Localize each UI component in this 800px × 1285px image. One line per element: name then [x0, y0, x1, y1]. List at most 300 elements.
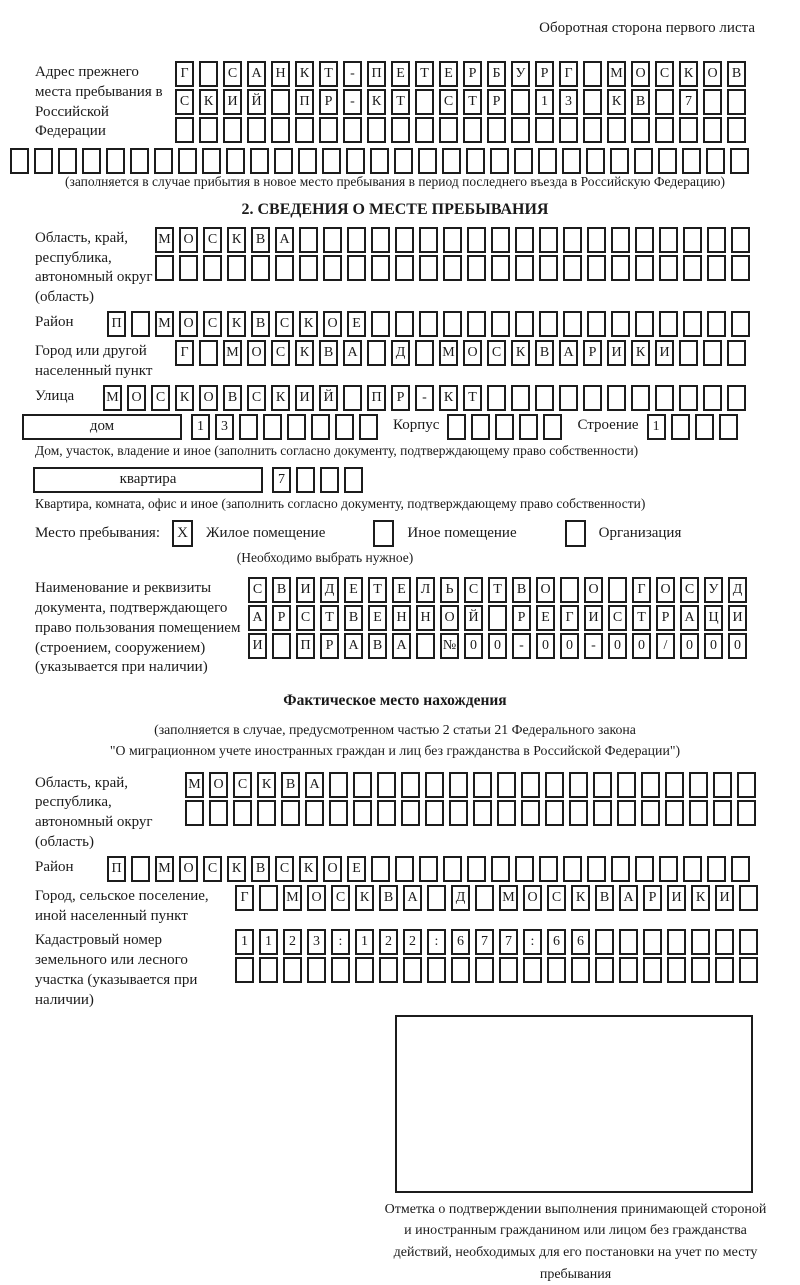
form-cell[interactable]	[495, 414, 514, 440]
form-cell[interactable]: Т	[415, 61, 434, 87]
form-cell[interactable]: 0	[536, 633, 555, 659]
form-cell[interactable]	[131, 311, 150, 337]
form-cell[interactable]	[331, 957, 350, 983]
form-cell[interactable]: С	[680, 577, 699, 603]
form-cell[interactable]: Н	[392, 605, 411, 631]
form-cell[interactable]	[659, 311, 678, 337]
form-cell[interactable]: С	[233, 772, 252, 798]
form-cell[interactable]: С	[151, 385, 170, 411]
form-cell[interactable]	[106, 148, 125, 174]
form-cell[interactable]: К	[679, 61, 698, 87]
form-cell[interactable]	[226, 148, 245, 174]
form-cell[interactable]	[439, 117, 458, 143]
form-cell[interactable]	[739, 929, 758, 955]
form-cell[interactable]	[737, 800, 756, 826]
form-cell[interactable]: И	[295, 385, 314, 411]
form-cell[interactable]: 0	[560, 633, 579, 659]
form-cell[interactable]: А	[403, 885, 422, 911]
form-cell[interactable]: С	[608, 605, 627, 631]
form-cell[interactable]	[611, 311, 630, 337]
form-cell[interactable]	[519, 414, 538, 440]
form-cell[interactable]: А	[680, 605, 699, 631]
form-cell[interactable]: Р	[535, 61, 554, 87]
form-cell[interactable]	[683, 227, 702, 253]
form-cell[interactable]	[617, 772, 636, 798]
form-cell[interactable]	[679, 117, 698, 143]
form-cell[interactable]	[560, 577, 579, 603]
form-cell[interactable]: Г	[560, 605, 579, 631]
form-cell[interactable]	[521, 772, 540, 798]
form-cell[interactable]	[667, 929, 686, 955]
form-cell[interactable]	[539, 227, 558, 253]
form-cell[interactable]	[199, 117, 218, 143]
form-cell[interactable]	[497, 772, 516, 798]
form-cell[interactable]	[617, 800, 636, 826]
form-cell[interactable]	[427, 885, 446, 911]
form-cell[interactable]: 3	[215, 414, 234, 440]
form-cell[interactable]: К	[271, 385, 290, 411]
form-cell[interactable]	[671, 414, 690, 440]
form-cell[interactable]	[307, 957, 326, 983]
form-cell[interactable]: А	[275, 227, 294, 253]
form-cell[interactable]: В	[595, 885, 614, 911]
form-cell[interactable]	[199, 340, 218, 366]
form-cell[interactable]	[367, 340, 386, 366]
form-cell[interactable]: С	[331, 885, 350, 911]
form-cell[interactable]	[178, 148, 197, 174]
form-cell[interactable]: К	[607, 89, 626, 115]
form-cell[interactable]	[569, 800, 588, 826]
form-cell[interactable]	[619, 929, 638, 955]
form-cell[interactable]: С	[203, 227, 222, 253]
form-cell[interactable]	[371, 311, 390, 337]
form-cell[interactable]	[583, 89, 602, 115]
form-cell[interactable]	[689, 800, 708, 826]
form-cell[interactable]	[82, 148, 101, 174]
form-cell[interactable]: :	[331, 929, 350, 955]
form-cell[interactable]: В	[272, 577, 291, 603]
form-cell[interactable]: М	[155, 227, 174, 253]
form-cell[interactable]: А	[619, 885, 638, 911]
form-cell[interactable]	[442, 148, 461, 174]
form-cell[interactable]	[515, 311, 534, 337]
form-cell[interactable]	[473, 800, 492, 826]
form-cell[interactable]	[466, 148, 485, 174]
form-cell[interactable]	[610, 148, 629, 174]
form-cell[interactable]	[415, 340, 434, 366]
form-cell[interactable]: Г	[175, 340, 194, 366]
form-cell[interactable]	[547, 957, 566, 983]
form-cell[interactable]: К	[199, 89, 218, 115]
form-cell[interactable]	[58, 148, 77, 174]
form-cell[interactable]: О	[179, 311, 198, 337]
form-cell[interactable]	[683, 255, 702, 281]
form-cell[interactable]	[449, 772, 468, 798]
form-cell[interactable]	[371, 856, 390, 882]
form-cell[interactable]: Т	[632, 605, 651, 631]
form-cell[interactable]: 7	[499, 929, 518, 955]
form-cell[interactable]	[703, 117, 722, 143]
form-cell[interactable]: Р	[320, 633, 339, 659]
form-cell[interactable]: 0	[704, 633, 723, 659]
form-cell[interactable]	[419, 227, 438, 253]
form-cell[interactable]: В	[379, 885, 398, 911]
form-cell[interactable]	[353, 772, 372, 798]
form-cell[interactable]	[347, 227, 366, 253]
form-cell[interactable]: Б	[487, 61, 506, 87]
form-cell[interactable]: П	[367, 385, 386, 411]
form-cell[interactable]	[563, 311, 582, 337]
form-cell[interactable]	[467, 311, 486, 337]
form-cell[interactable]	[295, 117, 314, 143]
form-cell[interactable]	[377, 800, 396, 826]
form-cell[interactable]	[418, 148, 437, 174]
form-cell[interactable]	[643, 929, 662, 955]
form-cell[interactable]: В	[344, 605, 363, 631]
form-cell[interactable]: П	[296, 633, 315, 659]
form-cell[interactable]: :	[427, 929, 446, 955]
form-cell[interactable]	[329, 800, 348, 826]
form-cell[interactable]	[538, 148, 557, 174]
form-cell[interactable]	[593, 772, 612, 798]
form-cell[interactable]	[272, 633, 291, 659]
other-premise-checkbox[interactable]	[373, 520, 394, 547]
form-cell[interactable]	[727, 117, 746, 143]
form-cell[interactable]	[563, 856, 582, 882]
form-cell[interactable]	[185, 800, 204, 826]
organization-checkbox[interactable]	[565, 520, 586, 547]
form-cell[interactable]	[320, 467, 339, 493]
form-cell[interactable]: О	[536, 577, 555, 603]
form-cell[interactable]	[737, 772, 756, 798]
form-cell[interactable]: -	[343, 89, 362, 115]
form-cell[interactable]	[715, 957, 734, 983]
form-cell[interactable]: А	[344, 633, 363, 659]
form-cell[interactable]: И	[667, 885, 686, 911]
form-cell[interactable]: 6	[451, 929, 470, 955]
form-cell[interactable]	[395, 311, 414, 337]
form-cell[interactable]	[719, 414, 738, 440]
form-cell[interactable]	[635, 227, 654, 253]
form-cell[interactable]: Г	[175, 61, 194, 87]
form-cell[interactable]	[514, 148, 533, 174]
form-cell[interactable]: Р	[463, 61, 482, 87]
form-cell[interactable]	[395, 255, 414, 281]
form-cell[interactable]	[443, 311, 462, 337]
form-cell[interactable]	[658, 148, 677, 174]
form-cell[interactable]: С	[296, 605, 315, 631]
form-cell[interactable]	[543, 414, 562, 440]
form-cell[interactable]	[353, 800, 372, 826]
form-cell[interactable]	[179, 255, 198, 281]
form-cell[interactable]: В	[251, 227, 270, 253]
form-cell[interactable]: В	[368, 633, 387, 659]
form-cell[interactable]: 1	[355, 929, 374, 955]
form-cell[interactable]: К	[257, 772, 276, 798]
form-cell[interactable]	[511, 89, 530, 115]
form-cell[interactable]	[447, 414, 466, 440]
form-cell[interactable]	[416, 633, 435, 659]
form-cell[interactable]: М	[155, 311, 174, 337]
form-cell[interactable]	[377, 772, 396, 798]
form-cell[interactable]: Р	[391, 385, 410, 411]
form-cell[interactable]: П	[295, 89, 314, 115]
form-cell[interactable]: 1	[259, 929, 278, 955]
form-cell[interactable]	[587, 255, 606, 281]
form-cell[interactable]	[641, 800, 660, 826]
form-cell[interactable]: К	[227, 311, 246, 337]
form-cell[interactable]	[703, 385, 722, 411]
form-cell[interactable]	[635, 255, 654, 281]
form-cell[interactable]: 1	[647, 414, 666, 440]
form-cell[interactable]	[359, 414, 378, 440]
form-cell[interactable]	[490, 148, 509, 174]
form-cell[interactable]	[271, 117, 290, 143]
form-cell[interactable]	[611, 227, 630, 253]
form-cell[interactable]: Е	[439, 61, 458, 87]
form-cell[interactable]: С	[247, 385, 266, 411]
form-cell[interactable]	[539, 255, 558, 281]
form-cell[interactable]: Е	[536, 605, 555, 631]
form-cell[interactable]	[471, 414, 490, 440]
form-cell[interactable]	[311, 414, 330, 440]
form-cell[interactable]: К	[227, 227, 246, 253]
form-cell[interactable]	[296, 467, 315, 493]
form-cell[interactable]: 0	[728, 633, 747, 659]
form-cell[interactable]: К	[175, 385, 194, 411]
form-cell[interactable]	[202, 148, 221, 174]
form-cell[interactable]: Д	[728, 577, 747, 603]
form-cell[interactable]	[488, 605, 507, 631]
form-cell[interactable]	[715, 929, 734, 955]
form-cell[interactable]	[587, 311, 606, 337]
form-cell[interactable]: А	[247, 61, 266, 87]
form-cell[interactable]: К	[511, 340, 530, 366]
form-cell[interactable]: П	[107, 311, 126, 337]
form-cell[interactable]	[539, 311, 558, 337]
form-cell[interactable]	[727, 340, 746, 366]
form-cell[interactable]: Е	[391, 61, 410, 87]
form-cell[interactable]	[10, 148, 29, 174]
form-cell[interactable]	[391, 117, 410, 143]
form-cell[interactable]	[343, 385, 362, 411]
form-cell[interactable]: Е	[344, 577, 363, 603]
form-cell[interactable]	[235, 957, 254, 983]
form-cell[interactable]	[521, 800, 540, 826]
form-cell[interactable]	[263, 414, 282, 440]
form-cell[interactable]: Е	[368, 605, 387, 631]
form-cell[interactable]	[679, 340, 698, 366]
form-cell[interactable]	[239, 414, 258, 440]
form-cell[interactable]	[499, 957, 518, 983]
form-cell[interactable]	[619, 957, 638, 983]
form-cell[interactable]: Т	[463, 385, 482, 411]
form-cell[interactable]: -	[415, 385, 434, 411]
form-cell[interactable]	[727, 385, 746, 411]
form-cell[interactable]: А	[305, 772, 324, 798]
form-cell[interactable]: Е	[347, 856, 366, 882]
form-cell[interactable]	[281, 800, 300, 826]
form-cell[interactable]	[731, 227, 750, 253]
form-cell[interactable]	[731, 311, 750, 337]
form-cell[interactable]: 0	[632, 633, 651, 659]
form-cell[interactable]	[419, 255, 438, 281]
form-cell[interactable]: С	[464, 577, 483, 603]
residential-checkbox[interactable]: X	[172, 520, 193, 547]
form-cell[interactable]: К	[631, 340, 650, 366]
form-cell[interactable]: А	[392, 633, 411, 659]
form-cell[interactable]	[641, 772, 660, 798]
form-cell[interactable]	[707, 311, 726, 337]
form-cell[interactable]	[227, 255, 246, 281]
form-cell[interactable]: Д	[320, 577, 339, 603]
form-cell[interactable]	[535, 117, 554, 143]
form-cell[interactable]	[203, 255, 222, 281]
form-cell[interactable]: М	[283, 885, 302, 911]
form-cell[interactable]	[355, 957, 374, 983]
form-cell[interactable]	[665, 800, 684, 826]
form-cell[interactable]	[511, 385, 530, 411]
form-cell[interactable]: О	[584, 577, 603, 603]
form-cell[interactable]	[401, 772, 420, 798]
form-cell[interactable]	[559, 385, 578, 411]
form-cell[interactable]: М	[185, 772, 204, 798]
form-cell[interactable]	[415, 89, 434, 115]
form-cell[interactable]: /	[656, 633, 675, 659]
form-cell[interactable]: И	[296, 577, 315, 603]
form-cell[interactable]: К	[295, 61, 314, 87]
form-cell[interactable]	[730, 148, 749, 174]
form-cell[interactable]: И	[607, 340, 626, 366]
form-cell[interactable]: 6	[547, 929, 566, 955]
form-cell[interactable]: 3	[307, 929, 326, 955]
form-cell[interactable]: М	[223, 340, 242, 366]
form-cell[interactable]: 2	[379, 929, 398, 955]
form-cell[interactable]	[305, 800, 324, 826]
form-cell[interactable]: И	[655, 340, 674, 366]
form-cell[interactable]: А	[248, 605, 267, 631]
form-cell[interactable]	[283, 957, 302, 983]
form-cell[interactable]	[703, 340, 722, 366]
form-cell[interactable]: С	[439, 89, 458, 115]
form-cell[interactable]	[395, 856, 414, 882]
form-cell[interactable]	[583, 117, 602, 143]
form-cell[interactable]	[545, 772, 564, 798]
form-cell[interactable]	[713, 772, 732, 798]
form-cell[interactable]: -	[512, 633, 531, 659]
form-cell[interactable]: М	[155, 856, 174, 882]
form-cell[interactable]: Т	[319, 61, 338, 87]
form-cell[interactable]: Т	[463, 89, 482, 115]
form-cell[interactable]: К	[691, 885, 710, 911]
form-cell[interactable]	[679, 385, 698, 411]
form-cell[interactable]	[587, 856, 606, 882]
form-cell[interactable]	[473, 772, 492, 798]
form-cell[interactable]	[299, 227, 318, 253]
form-cell[interactable]: Р	[583, 340, 602, 366]
form-cell[interactable]: О	[209, 772, 228, 798]
form-cell[interactable]: О	[463, 340, 482, 366]
form-cell[interactable]: К	[299, 856, 318, 882]
form-cell[interactable]: Р	[487, 89, 506, 115]
form-cell[interactable]: Г	[632, 577, 651, 603]
form-cell[interactable]	[259, 957, 278, 983]
form-cell[interactable]	[491, 311, 510, 337]
form-cell[interactable]: В	[727, 61, 746, 87]
form-cell[interactable]: С	[271, 340, 290, 366]
form-cell[interactable]	[635, 311, 654, 337]
form-cell[interactable]: 6	[571, 929, 590, 955]
form-cell[interactable]	[665, 772, 684, 798]
form-cell[interactable]: О	[127, 385, 146, 411]
form-cell[interactable]: М	[499, 885, 518, 911]
form-cell[interactable]	[655, 385, 674, 411]
form-cell[interactable]: В	[251, 311, 270, 337]
form-cell[interactable]: А	[343, 340, 362, 366]
form-cell[interactable]	[131, 856, 150, 882]
form-cell[interactable]	[233, 800, 252, 826]
form-cell[interactable]: О	[631, 61, 650, 87]
form-cell[interactable]: -	[343, 61, 362, 87]
form-cell[interactable]	[247, 117, 266, 143]
form-cell[interactable]	[587, 227, 606, 253]
form-cell[interactable]: Р	[512, 605, 531, 631]
form-cell[interactable]	[403, 957, 422, 983]
form-cell[interactable]	[523, 957, 542, 983]
form-cell[interactable]	[451, 957, 470, 983]
form-cell[interactable]	[655, 89, 674, 115]
form-cell[interactable]	[425, 800, 444, 826]
form-cell[interactable]	[419, 311, 438, 337]
form-cell[interactable]	[595, 929, 614, 955]
form-cell[interactable]	[335, 414, 354, 440]
form-cell[interactable]	[491, 856, 510, 882]
form-cell[interactable]: М	[103, 385, 122, 411]
form-cell[interactable]	[535, 385, 554, 411]
form-cell[interactable]: О	[179, 227, 198, 253]
form-cell[interactable]: 0	[608, 633, 627, 659]
form-cell[interactable]	[691, 957, 710, 983]
form-cell[interactable]	[370, 148, 389, 174]
form-cell[interactable]	[655, 117, 674, 143]
form-cell[interactable]	[34, 148, 53, 174]
form-cell[interactable]: С	[203, 856, 222, 882]
form-cell[interactable]: У	[704, 577, 723, 603]
form-cell[interactable]	[583, 385, 602, 411]
form-cell[interactable]: В	[535, 340, 554, 366]
form-cell[interactable]	[467, 227, 486, 253]
form-cell[interactable]: Т	[320, 605, 339, 631]
form-cell[interactable]	[323, 227, 342, 253]
form-cell[interactable]: И	[715, 885, 734, 911]
form-cell[interactable]: М	[439, 340, 458, 366]
form-cell[interactable]: П	[367, 61, 386, 87]
form-cell[interactable]: 7	[272, 467, 291, 493]
form-cell[interactable]	[571, 957, 590, 983]
form-cell[interactable]	[691, 929, 710, 955]
form-cell[interactable]	[322, 148, 341, 174]
form-cell[interactable]	[329, 772, 348, 798]
form-cell[interactable]	[250, 148, 269, 174]
form-cell[interactable]	[607, 117, 626, 143]
form-cell[interactable]: О	[307, 885, 326, 911]
form-cell[interactable]	[287, 414, 306, 440]
form-cell[interactable]: Й	[319, 385, 338, 411]
form-cell[interactable]	[635, 856, 654, 882]
form-cell[interactable]	[274, 148, 293, 174]
form-cell[interactable]	[443, 856, 462, 882]
form-cell[interactable]: О	[703, 61, 722, 87]
